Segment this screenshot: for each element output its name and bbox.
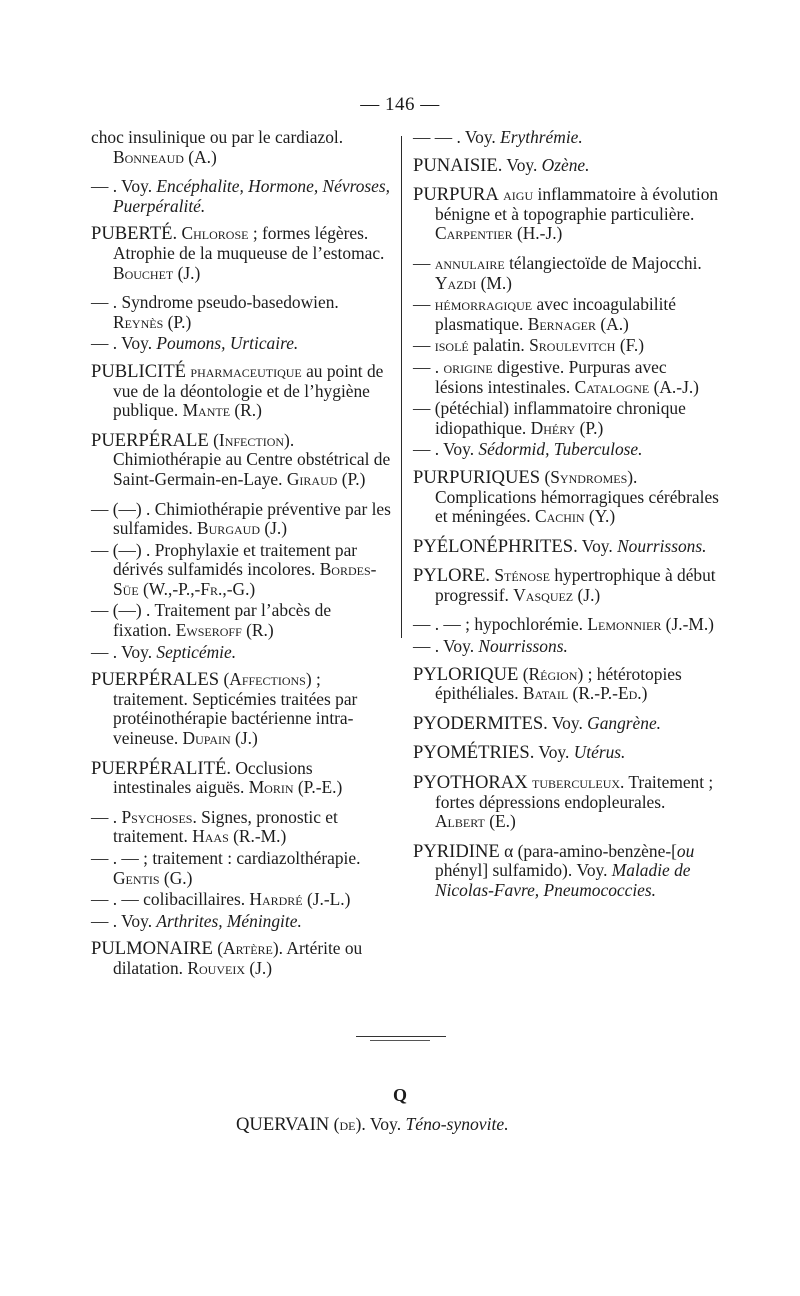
index-entry (91, 362, 391, 421)
entry-smallcaps-text: Morin (248, 777, 294, 798)
entry-headword: PYLORIQUE (413, 663, 519, 685)
entry-text: ) ; traitement. Septicémies traitées par protéinothérapie bactérienne intra-veineuse. (113, 669, 358, 749)
index-entry (413, 468, 719, 527)
index-entry (91, 759, 391, 798)
entry-smallcaps-text: hémorragique (434, 294, 533, 315)
entry-text: (A.-J.) (649, 376, 699, 397)
entry-lead: — . Voy. (91, 910, 157, 931)
index-entry (413, 399, 719, 438)
entry-text: (Y.) (584, 506, 616, 527)
entry-headword: PYODERMITES. (413, 712, 548, 734)
column-divider (401, 136, 402, 638)
entry-lead: — — . Voy. (413, 127, 501, 147)
index-entry (413, 842, 719, 901)
entry-crossref: Nourrissons. (617, 535, 707, 556)
index-entry (413, 615, 719, 635)
entry-text: (J.-L.) (302, 889, 351, 910)
entry-text: (W.,-P.,- (138, 578, 201, 599)
entry-text: (R.-P.- (568, 683, 618, 704)
entry-text: (P.-E.) (293, 777, 343, 798)
entry-text: choc insulinique ou par le cardiazol. (91, 127, 344, 147)
index-entry (413, 743, 719, 763)
entry-text: (P.) (163, 311, 192, 332)
entry-smallcaps-text: tuberculeux (532, 772, 621, 793)
entry-lead: — . (91, 292, 122, 313)
entry-text: ). Chimiothérapie au Centre obstétrical de Saint-Germain-en-Laye. (113, 429, 391, 489)
entry-lead: — . Voy. (91, 176, 157, 197)
entry-smallcaps-text: Région (528, 663, 578, 684)
index-entry-quervain (236, 1114, 509, 1136)
entry-lead: — (—) . (91, 498, 155, 519)
index-entry (91, 912, 391, 932)
entry-text: ( (518, 663, 529, 684)
entry-smallcaps-text: Hardré (249, 889, 303, 910)
entry-smallcaps-text: Haas (192, 826, 229, 847)
entry-lead: — . Voy. (413, 636, 479, 657)
entry-headword: PULMONAIRE (91, 938, 213, 960)
entry-headword: PUBLICITÉ (91, 360, 187, 382)
entry-smallcaps-text: Bonneaud (113, 146, 184, 167)
entry-smallcaps-text: aigu (503, 184, 534, 205)
entry-text: hypertrophique à début progressif. (435, 565, 716, 605)
entry-text: (J.) (244, 957, 273, 978)
entry-smallcaps-text: isolé (434, 335, 469, 356)
entry-text: (J.-M.) (661, 614, 714, 635)
entry-lead: — . Voy. (413, 439, 479, 460)
entry-lead: — (—) . (91, 600, 155, 621)
entry-smallcaps-text: Gentis (113, 867, 160, 888)
entry-headword: PUERPÉRALES (91, 669, 220, 691)
entry-crossref: Nourrissons. (478, 636, 568, 657)
entry-text: avec incoagulabilité plasmatique. (435, 294, 676, 334)
entry-text: α (para-amino-benzène-[ (499, 840, 677, 861)
entry-smallcaps-text: Vasquez (513, 584, 574, 605)
entry-text: (J.) (230, 728, 258, 749)
entry-smallcaps-text: Batail (522, 683, 569, 704)
entry-text: télangiectoïde de Majocchi. (504, 252, 702, 273)
entry-crossref: Encéphalite, Hormone, Névroses, Puerpéralité. (113, 176, 390, 216)
index-entry (413, 566, 719, 605)
entry-smallcaps-text: Dhéry (530, 417, 576, 438)
entry-headword: PURPURA (413, 184, 499, 206)
entry-text: (F.) (615, 335, 645, 356)
index-entry (91, 849, 391, 888)
index-entry (91, 177, 391, 216)
entry-text: (R.) (230, 400, 262, 421)
entry-text: (R.) (241, 620, 274, 641)
entry-lead: — . (91, 806, 122, 827)
entry-text: traitement : cardiazolthérapie. (152, 848, 361, 868)
index-entry (413, 637, 719, 657)
index-entry (91, 293, 391, 332)
entry-text: inflammatoire à évolution bénigne et à topographie particulière. (435, 184, 719, 224)
entry-smallcaps-text: Affections (229, 669, 306, 690)
entry-smallcaps-text: Ewseroff (175, 620, 242, 641)
entry-text: palatin. (468, 335, 530, 356)
entry-smallcaps-text: Carpentier (435, 223, 513, 244)
entry-headword: PYÉLONÉPHRITES. (413, 535, 578, 557)
index-entry (413, 358, 719, 397)
index-entry (413, 185, 719, 244)
entry-text: (A.) (183, 146, 217, 167)
entry-text: (M.) (476, 272, 512, 293)
section-rule (356, 1036, 446, 1037)
entry-text: . Signes, pronostic et traitement. (113, 806, 338, 847)
entry-text: (A.) (596, 313, 629, 334)
index-entry (413, 440, 719, 460)
entry-text: (pétéchial) inflammatoire chronique idiopathique. (434, 398, 686, 438)
entry-text: ( (219, 669, 230, 690)
entry-text: ( (329, 1114, 340, 1134)
entry-smallcaps-text: Artère (223, 938, 273, 959)
entry-text: ) ; hétérotopies épithéliales. (435, 663, 682, 704)
entry-lead: — (413, 398, 435, 419)
entry-headword: PYOTHORAX (413, 772, 528, 794)
entry-text: hypochlorémie. (474, 614, 588, 635)
entry-text: (H.-J.) (512, 223, 563, 244)
entry-lead: — (—) . (91, 539, 155, 560)
index-entry (413, 773, 719, 832)
entry-text: . Traitement ; fortes dépressions endopleurales. (435, 772, 714, 812)
entry-smallcaps-text: Mante (182, 400, 231, 421)
entry-smallcaps-text: Bordes-Süe (113, 559, 377, 599)
entry-headword: PYOMÉTRIES. (413, 742, 535, 764)
entry-text: ( (208, 429, 219, 450)
entry-text: (J.) (573, 584, 601, 605)
index-entry (91, 541, 391, 600)
entry-crossref: Gangrène. (587, 712, 662, 733)
index-entry (91, 939, 391, 978)
page-number: — 146 — (360, 94, 440, 115)
entry-text: (R.-M.) (228, 826, 287, 847)
entry-text: digestive. Purpuras avec lésions intestinales. (435, 356, 667, 397)
entry-smallcaps-text: Rouveix (187, 957, 245, 978)
index-entry (413, 156, 719, 176)
entry-text: ,-G.) (222, 578, 256, 599)
entry-text: ( (540, 466, 551, 487)
entry-smallcaps-text: Burgaud (197, 518, 260, 539)
index-entry (91, 431, 391, 490)
index-entry (91, 334, 391, 354)
entry-smallcaps-text: Lemonnier (587, 614, 662, 635)
entry-smallcaps-text: Giraud (286, 468, 338, 489)
entry-headword: PUERPÉRALITÉ. (91, 757, 231, 779)
entry-lead: — . Voy. (91, 333, 157, 354)
entry-lead: — . — ; (413, 614, 475, 635)
section-rule-short (370, 1040, 430, 1041)
entry-smallcaps-text: Catalogne (574, 376, 650, 397)
entry-headword: PYRIDINE (413, 840, 500, 862)
entry-smallcaps-text: Albert (435, 811, 485, 832)
entry-text: (G.) (159, 867, 193, 888)
entry-text: ( (212, 938, 224, 959)
entry-text: ). Artérite ou dilatation. (113, 938, 363, 978)
entry-smallcaps-text: Infection (218, 429, 285, 450)
entry-smallcaps-text: Sroulevitch (529, 335, 616, 356)
index-entry (91, 890, 391, 910)
entry-text: ) (641, 683, 648, 704)
index-entry (413, 714, 719, 734)
entry-crossref: ou (676, 840, 695, 861)
entry-headword: PYLORE. (413, 565, 490, 587)
entry-text: ; formes légères. Atrophie de la muqueuse de l’estomac. (113, 223, 385, 263)
entry-text: ). Voy. (355, 1114, 406, 1134)
entry-smallcaps-text: Cachin (534, 506, 585, 527)
entry-crossref: Maladie de Nicolas-Favre, Pneumococcies. (435, 860, 691, 900)
entry-lead: — (413, 294, 435, 315)
entry-crossref: Erythrémie. (500, 127, 583, 147)
entry-text: Voy. (534, 742, 574, 763)
entry-smallcaps-text: de (339, 1114, 356, 1134)
entry-crossref: Ozène. (541, 154, 590, 175)
entry-smallcaps-text: Dupain (182, 728, 231, 749)
entry-smallcaps-text: Bernager (527, 313, 596, 334)
entry-smallcaps-text: origine (443, 356, 493, 377)
index-entry (91, 643, 391, 663)
index-entry (413, 665, 719, 704)
entry-text: phényl] sulfamido). Voy. (435, 860, 612, 881)
index-entry (91, 670, 391, 748)
index-entry (413, 254, 719, 293)
entry-headword: PUERPÉRALE (91, 429, 209, 451)
entry-smallcaps-text: Sténose (494, 565, 550, 586)
entry-lead: — . Voy. (91, 641, 157, 662)
entry-smallcaps-text: Ed. (617, 683, 642, 704)
entry-text: Traitement par l’abcès de fixation. (113, 600, 332, 641)
entry-text: (P.) (337, 468, 366, 489)
index-entry (91, 500, 391, 539)
index-column-left (91, 128, 391, 989)
entry-smallcaps-text: annulaire (434, 252, 505, 273)
entry-text: colibacillaires. (143, 889, 250, 910)
entry-lead: — (413, 335, 435, 356)
entry-smallcaps-text: Yazdi (435, 272, 477, 293)
entry-text: Occlusions intestinales aiguës. (113, 757, 313, 798)
entry-smallcaps-text: Fr. (200, 578, 223, 599)
entry-lead: — . — ; (91, 848, 153, 868)
index-entry (91, 601, 391, 640)
entry-text: Syndrome pseudo-basedowien. (121, 292, 339, 313)
entry-headword: PUBERTÉ. (91, 223, 178, 245)
entry-lead: — (413, 252, 435, 273)
entry-crossref: Poumons, Urticaire. (156, 333, 299, 354)
entry-text: (J.) (173, 262, 201, 283)
entry-text: (J.) (259, 518, 288, 539)
entry-crossref: Téno-synovite. (405, 1114, 509, 1134)
entry-crossref: Sédormid, Tuberculose. (478, 439, 643, 460)
entry-smallcaps-text: Syndromes (550, 466, 628, 487)
entry-lead: — . — (91, 889, 144, 910)
entry-lead: — . (413, 356, 444, 377)
section-letter: Q (392, 1085, 407, 1105)
entry-text: (E.) (484, 811, 516, 832)
entry-smallcaps-text: pharmaceutique (190, 360, 302, 381)
entry-text: au point de vue de la déontologie et de l’hygiène publique. (113, 360, 384, 421)
index-entry (91, 808, 391, 847)
index-entry (91, 128, 391, 167)
entry-text: ). Complications hémorragiques cérébrales et méningées. (435, 466, 719, 527)
entry-smallcaps-text: Bouchet (113, 262, 174, 283)
entry-text: Chimiothérapie préventive par les sulfamides. (113, 498, 391, 539)
entry-crossref: Utérus. (573, 742, 626, 763)
entry-crossref: Arthrites, Méningite. (156, 910, 302, 931)
entry-headword: PUNAISIE. (413, 154, 503, 176)
entry-smallcaps-text: Reynès (113, 311, 164, 332)
entry-smallcaps-text: Psychoses (121, 806, 193, 827)
entry-smallcaps-text: Chlorose (181, 223, 249, 244)
entry-headword: PURPURIQUES (413, 466, 541, 488)
index-entry (413, 295, 719, 334)
entry-text: Voy. (577, 535, 618, 556)
index-entry (413, 537, 719, 557)
entry-crossref: Septicémie. (156, 641, 237, 662)
entry-text: Voy. (547, 712, 588, 733)
index-entry (413, 336, 719, 356)
entry-text: Voy. (502, 154, 542, 175)
index-column-right (413, 128, 719, 911)
index-entry (413, 128, 719, 148)
index-entry (91, 224, 391, 283)
entry-headword: QUERVAIN (236, 1114, 330, 1135)
entry-text: Prophylaxie et traitement par dérivés sulfamidés incolores. (113, 539, 358, 580)
entry-text: (P.) (575, 417, 604, 438)
